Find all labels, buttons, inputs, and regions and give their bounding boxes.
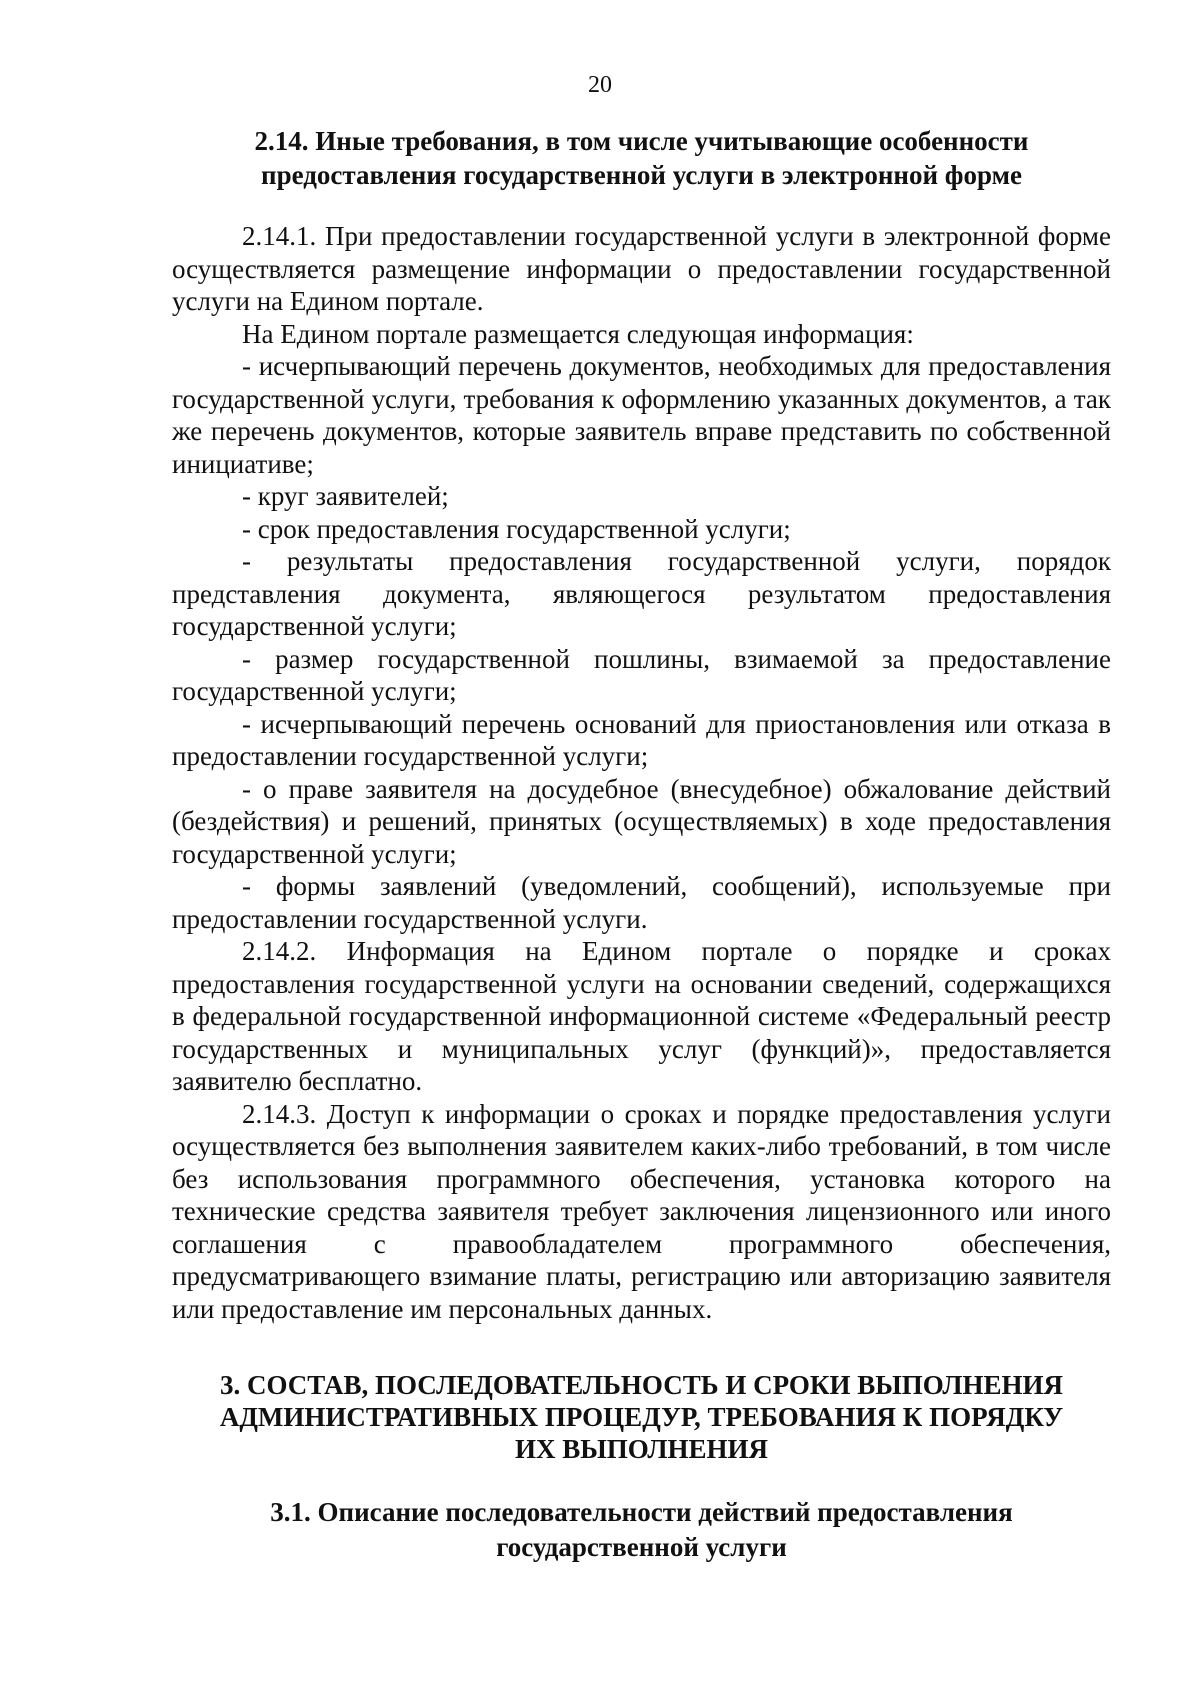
section-3-1-heading-line-1: 3.1. Описание последовательности действий предоставления xyxy=(270,1497,1013,1527)
list-item-appeal: - о праве заявителя на досудебное (внесудебное) обжалование действий (бездействия) и решений, принятых (осуществляемых) в ходе предоставления государственной услуги; xyxy=(172,773,1111,869)
list-item-term: - срок предоставления государственной услуги; xyxy=(242,513,791,544)
list-item-results: - результаты предоставления государственной услуги, порядок представления документа, являющегося результатом предоставления государственной услуги; xyxy=(172,546,1111,641)
list-item-fee: - размер государственной пошлины, взимаемой за предоставление государственной услуги; xyxy=(172,643,1111,706)
list-item-applicants: - круг заявителей; xyxy=(242,481,449,511)
section-3-heading xyxy=(172,1369,1111,1465)
paragraph-2-14-1: 2.14.1. При предоставлении государственной услуги в электронной форме осуществляется размещение информации о предоставлении государственной услуги на Едином портале. xyxy=(172,221,1111,316)
list-item-forms: - формы заявлений (уведомлений, сообщений), используемые при предоставлении государственной услуги. xyxy=(172,871,1111,934)
list-item-refusal-grounds: - исчерпывающий перечень оснований для приостановления или отказа в предоставлении государственной услуги; xyxy=(172,708,1111,771)
section-3-1-heading-line-2: государственной услуги xyxy=(496,1532,787,1562)
paragraph-2-14-2: 2.14.2. Информация на Едином портале о порядке и сроках предоставления государственной услуги на основании сведений, содержащихся в федеральной государственной информационной системе «Федеральный реестр государственных и муниципальных услуг (функций)», предоставляется заявителю бесплатно. xyxy=(172,936,1111,1096)
paragraph-2-14-3: 2.14.3. Доступ к информации о сроках и порядке предоставления услуги осуществляется без выполнения заявителем каких-либо требований, в том числе без использования программного обеспечения, установка которого на технические средства заявителя требует заключения лицензионного или иного соглашения с правообладателем программного обеспечения, предусматривающего взимание платы, регистрацию или авторизацию заявителя или предоставление им персональных данных. xyxy=(172,1098,1111,1324)
section-3-1-heading xyxy=(172,1495,1111,1565)
page-number: 20 xyxy=(588,72,612,98)
section-2-14-heading: 2.14. Иные требования, в том числе учитывающие особенности предоставления государственной услуги в электронной форме xyxy=(254,126,1029,190)
page-content xyxy=(172,124,1111,1565)
section-3-heading-line-3: ИХ ВЫПОЛНЕНИЯ xyxy=(514,1434,769,1464)
section-3-heading-line-2: АДМИНИСТРАТИВНЫХ ПРОЦЕДУР, ТРЕБОВАНИЯ К ПОРЯДКУ xyxy=(219,1402,1064,1432)
section-3-heading-line-1: 3. СОСТАВ, ПОСЛЕДОВАТЕЛЬНОСТЬ И СРОКИ ВЫПОЛНЕНИЯ xyxy=(219,1370,1064,1400)
list-item-documents: - исчерпывающий перечень документов, необходимых для предоставления государственной услуги, требования к оформлению указанных документов, а так же перечень документов, которые заявитель вправе представить по собственной инициативе; xyxy=(172,351,1111,479)
paragraph-portal-info-intro: На Едином портале размещается следующая информация: xyxy=(242,318,914,349)
